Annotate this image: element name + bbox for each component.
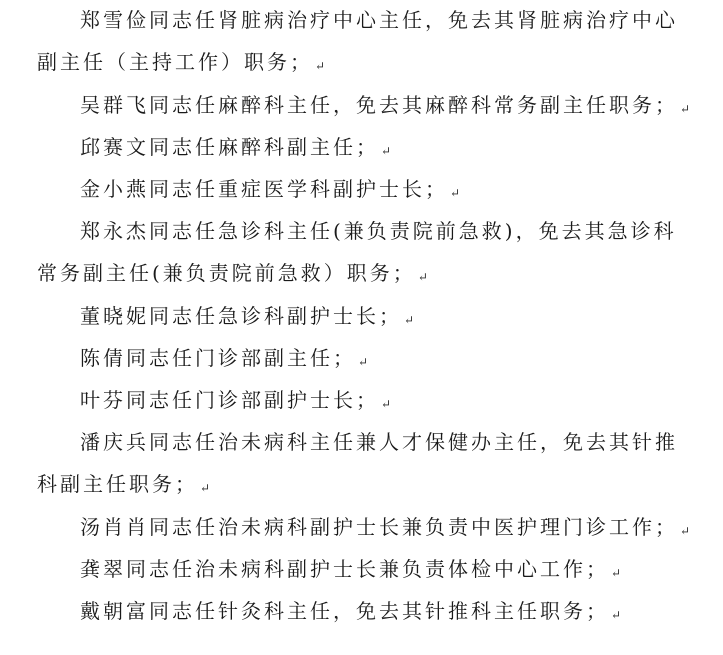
line-text: 龚翠同志任治未病科副护士长兼负责体检中心工作； bbox=[80, 557, 609, 581]
line-text: 陈倩同志任门诊部副主任； bbox=[80, 346, 356, 370]
text-line bbox=[80, 217, 677, 245]
text-line bbox=[80, 302, 414, 334]
line-text: 副主任（主持工作）职务； bbox=[37, 50, 313, 74]
paragraph-mark-icon: ↵ bbox=[381, 144, 392, 158]
paragraph-mark-icon: ↵ bbox=[417, 270, 428, 284]
paragraph-mark-icon: ↵ bbox=[450, 186, 461, 200]
text-line bbox=[80, 513, 690, 545]
text-line bbox=[80, 555, 621, 587]
paragraph-mark-icon: ↵ bbox=[358, 355, 369, 369]
text-line bbox=[80, 386, 391, 418]
text-line bbox=[80, 428, 678, 456]
line-text: 金小燕同志任重症医学科副护士长； bbox=[80, 177, 448, 201]
text-line bbox=[37, 48, 325, 80]
paragraph-mark-icon: ↵ bbox=[381, 397, 392, 411]
text-line bbox=[37, 470, 210, 502]
line-text: 科副主任职务； bbox=[37, 472, 198, 496]
text-line bbox=[80, 597, 621, 629]
paragraph-mark-icon: ↵ bbox=[200, 481, 211, 495]
paragraph-mark-icon: ↵ bbox=[680, 524, 691, 538]
line-text: 叶芬同志任门诊部副护士长； bbox=[80, 388, 379, 412]
line-text: 汤肖肖同志任治未病科副护士长兼负责中医护理门诊工作； bbox=[80, 515, 678, 539]
paragraph-mark-icon: ↵ bbox=[680, 102, 691, 116]
text-line bbox=[80, 344, 368, 376]
text-line bbox=[80, 175, 460, 207]
line-text: 常务副主任(兼负责院前急救）职务； bbox=[37, 261, 416, 285]
line-text: 邱赛文同志任麻醉科副主任； bbox=[80, 135, 379, 159]
line-text: 董晓妮同志任急诊科副护士长； bbox=[80, 304, 402, 328]
paragraph-mark-icon: ↵ bbox=[611, 608, 622, 622]
line-text: 潘庆兵同志任治未病科主任兼人才保健办主任，免去其针推 bbox=[80, 430, 678, 454]
text-line bbox=[80, 6, 678, 34]
paragraph-mark-icon: ↵ bbox=[315, 59, 326, 73]
line-text: 郑雪俭同志任肾脏病治疗中心主任，免去其肾脏病治疗中心 bbox=[80, 8, 678, 32]
line-text: 郑永杰同志任急诊科主任(兼负责院前急救)，免去其急诊科 bbox=[80, 219, 677, 243]
text-line bbox=[37, 259, 428, 291]
text-line bbox=[80, 133, 391, 165]
line-text: 吴群飞同志任麻醉科主任，免去其麻醉科常务副主任职务； bbox=[80, 93, 678, 117]
paragraph-mark-icon: ↵ bbox=[611, 566, 622, 580]
text-line bbox=[80, 91, 690, 123]
line-text: 戴朝富同志任针灸科主任，免去其针推科主任职务； bbox=[80, 599, 609, 623]
paragraph-mark-icon: ↵ bbox=[404, 313, 415, 327]
